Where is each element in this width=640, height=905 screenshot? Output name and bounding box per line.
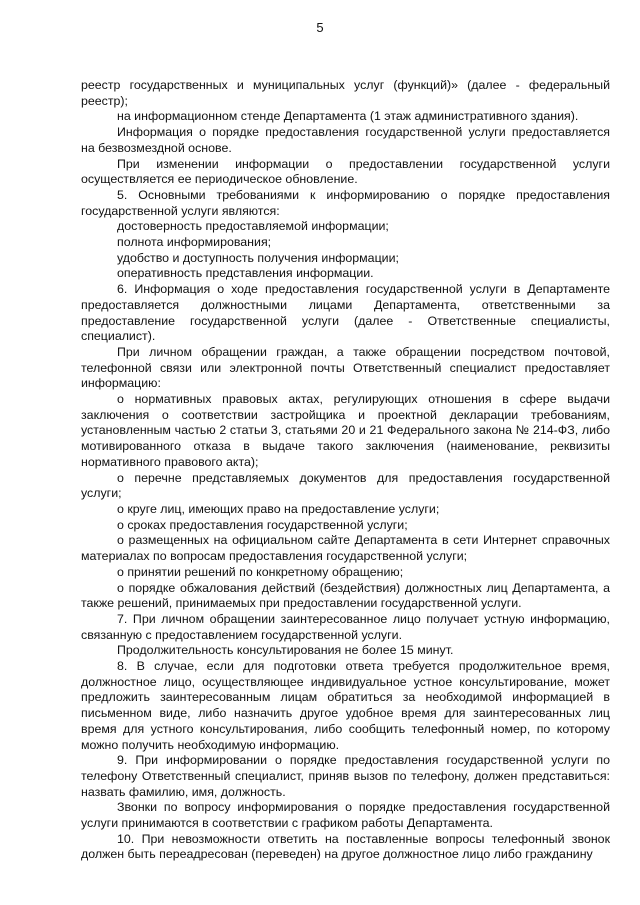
paragraph-completeness: полнота информирования; xyxy=(117,235,272,250)
paragraph-convenience: удобство и доступность получения информации; xyxy=(117,250,399,265)
paragraph-website-materials: о размещенных на официальном сайте Департамента в сети Интернет справочных материалах по вопросам предоставления государственной услуги; xyxy=(81,533,610,564)
paragraph-10-call-redirect: 10. При невозможности ответить на поставленные вопросы телефонный звонок должен быть переадресован (переведен) на другое должностное лицо либо гражданину xyxy=(81,831,610,862)
paragraph-calls-schedule: Звонки по вопросу информирования о порядке предоставления государственной услуги принимаются в соответствии с графиком работы Департамента. xyxy=(81,800,610,831)
paragraph-7-oral-info: 7. При личном обращении заинтересованное лицо получает устную информацию, связанную с предоставлением государственной услуги. xyxy=(81,611,610,642)
paragraph-service-terms: о сроках предоставления государственной услуги; xyxy=(117,517,408,532)
document-body xyxy=(81,78,610,863)
paragraph-appeal-procedure: о порядке обжалования действий (бездействия) должностных лиц Департамента, а также решений, принимаемых при предоставлении государственной услуги. xyxy=(81,580,610,611)
paragraph-5-requirements: 5. Основными требованиями к информированию о порядке предоставления государственной услуги являются: xyxy=(81,187,610,218)
paragraph-periodic-update: При изменении информации о предоставлении государственной услуги осуществляется ее периодическое обновление. xyxy=(81,156,610,187)
paragraph-9-phone-info: 9. При информировании о порядке предоставления государственной услуги по телефону Ответственный специалист, приняв вызов по телефону, должен представиться: назвать фамилию, имя, должность. xyxy=(81,753,610,799)
paragraph-decisions: о принятии решений по конкретному обращению; xyxy=(117,564,404,579)
paragraph-eligible-persons: о круге лиц, имеющих право на предоставление услуги; xyxy=(117,501,440,516)
paragraph-reliability: достоверность предоставляемой информации; xyxy=(117,219,389,234)
paragraph-registry-continuation: реестр государственных и муниципальных услуг (функций)» (далее - федеральный реестр); xyxy=(81,78,610,108)
paragraph-normative-acts: о нормативных правовых актах, регулирующих отношения в сфере выдачи заключения о соответствии застройщика и проектной декларации требованиям, установленным частью 2 статьи 3, статьями 20 и 21 Федерального закона № 214-ФЗ, либо мотивированного отказа в выдаче такого заключения (наименование, реквизиты нормативного правового акта); xyxy=(81,392,610,469)
paragraph-promptness: оперативность представления информации. xyxy=(117,266,374,281)
paragraph-personal-appeal: При личном обращении граждан, а также обращении посредством почтовой, телефонной связи или электронной почты Ответственный специалист предоставляет информацию: xyxy=(81,344,610,391)
paragraph-consultation-duration: Продолжительность консультирования не более 15 минут. xyxy=(117,643,454,658)
paragraph-6-progress-info: 6. Информация о ходе предоставления государственной услуги в Департаменте предоставляется должностными лицами Департамента, ответственными за предоставление государственной услуги (далее - Ответственные специалисты, специалист). xyxy=(81,282,610,344)
paragraph-info-stand: на информационном стенде Департамента (1 этаж административного здания). xyxy=(117,109,579,124)
paragraph-8-long-answer: 8. В случае, если для подготовки ответа требуется продолжительное время, должностное лицо, осуществляющее индивидуальное устное консультирование, может предложить заинтересованным лицам обратиться за необходимой информацией в письменном виде, либо назначить другое удобное время для заинтересованных лиц время для устного консультирования, либо сообщить телефонный номер, по которому можно получить необходимую информацию. xyxy=(81,659,610,752)
page-number: 5 xyxy=(316,20,324,35)
paragraph-document-list: о перечне представляемых документов для предоставления государственной услуги; xyxy=(81,470,610,501)
paragraph-free-of-charge: Информация о порядке предоставления государственной услуги предоставляется на безвозмездной основе. xyxy=(81,125,610,155)
